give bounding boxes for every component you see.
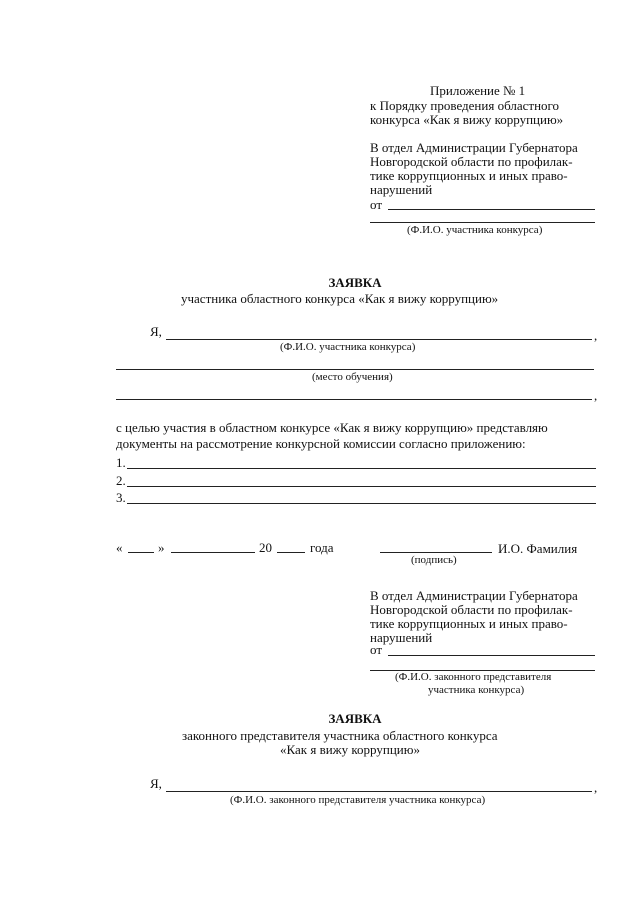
item-2-label: 2. (116, 473, 126, 488)
participant-name-line[interactable] (166, 339, 592, 340)
addressee-2-line-1: В отдел Администрации Губернатора (370, 588, 578, 603)
study-place-line[interactable] (116, 369, 594, 370)
application-2-i-label: Я, (150, 776, 162, 791)
addressee-1-line-3: тике коррупционных и иных право- (370, 168, 568, 183)
date-year-line[interactable] (277, 552, 305, 553)
addressee-2-line-3: тике коррупционных и иных право- (370, 616, 568, 631)
study-place-caption: (место обучения) (312, 371, 393, 383)
signatory-name: И.О. Фамилия (498, 541, 578, 556)
addressee-2-caption-1: (Ф.И.О. законного представителя (395, 671, 552, 683)
application-2-subtitle-2: «Как я вижу коррупцию» (280, 742, 420, 757)
addressee-1-caption: (Ф.И.О. участника конкурса) (407, 224, 543, 236)
appendix-line-1: к Порядку проведения областного (370, 98, 560, 113)
date-year-suffix: года (310, 540, 334, 555)
date-day-line[interactable] (128, 552, 154, 553)
addressee-2-line-2: Новгородской области по профилак- (370, 602, 573, 617)
representative-name-caption: (Ф.И.О. законного представителя участника конкурса) (230, 794, 486, 806)
study-place-line-2[interactable] (116, 399, 592, 400)
addressee-2-from-line[interactable] (388, 655, 595, 656)
item-3-line[interactable] (127, 503, 596, 504)
comma-3: , (594, 780, 598, 795)
addressee-1-from-line[interactable] (388, 209, 595, 210)
appendix-line-2: конкурса «Как я вижу коррупцию» (370, 112, 564, 127)
date-month-line[interactable] (171, 552, 255, 553)
application-1-heading: ЗАЯВКА (328, 275, 382, 290)
addressee-1-name-line[interactable] (370, 222, 595, 223)
item-1-line[interactable] (127, 468, 596, 469)
item-3-label: 3. (116, 490, 126, 505)
participant-name-caption: (Ф.И.О. участника конкурса) (280, 341, 416, 353)
signature-line[interactable] (380, 552, 492, 553)
application-1-i-label: Я, (150, 324, 162, 339)
application-1-body-line-2: документы на рассмотрение конкурсной комиссии согласно приложению: (116, 436, 526, 451)
application-1-body-line-1: с целью участия в областном конкурсе «Как я вижу коррупцию» представляю (116, 420, 548, 435)
signature-caption: (подпись) (411, 554, 457, 566)
representative-name-line[interactable] (166, 791, 592, 792)
application-2-heading: ЗАЯВКА (328, 711, 382, 726)
application-2-subtitle-1: законного представителя участника областного конкурса (182, 728, 498, 743)
addressee-2-from-label: от (370, 642, 383, 657)
application-1-subtitle: участника областного конкурса «Как я вижу коррупцию» (181, 291, 499, 306)
addressee-1-line-1: В отдел Администрации Губернатора (370, 140, 578, 155)
addressee-1-from-label: от (370, 197, 383, 212)
date-quote-close: » (158, 540, 165, 555)
item-2-line[interactable] (127, 486, 596, 487)
addressee-2-line-4: нарушений (370, 630, 433, 645)
comma-1: , (594, 328, 598, 343)
addressee-2-caption-2: участника конкурса) (428, 684, 525, 696)
addressee-1-line-4: нарушений (370, 182, 433, 197)
date-quote-open: « (116, 540, 123, 555)
addressee-1-line-2: Новгородской области по профилак- (370, 154, 573, 169)
comma-2: , (594, 388, 598, 403)
item-1-label: 1. (116, 455, 126, 470)
appendix-title: Приложение № 1 (430, 83, 526, 98)
date-year-prefix: 20 (259, 540, 272, 555)
